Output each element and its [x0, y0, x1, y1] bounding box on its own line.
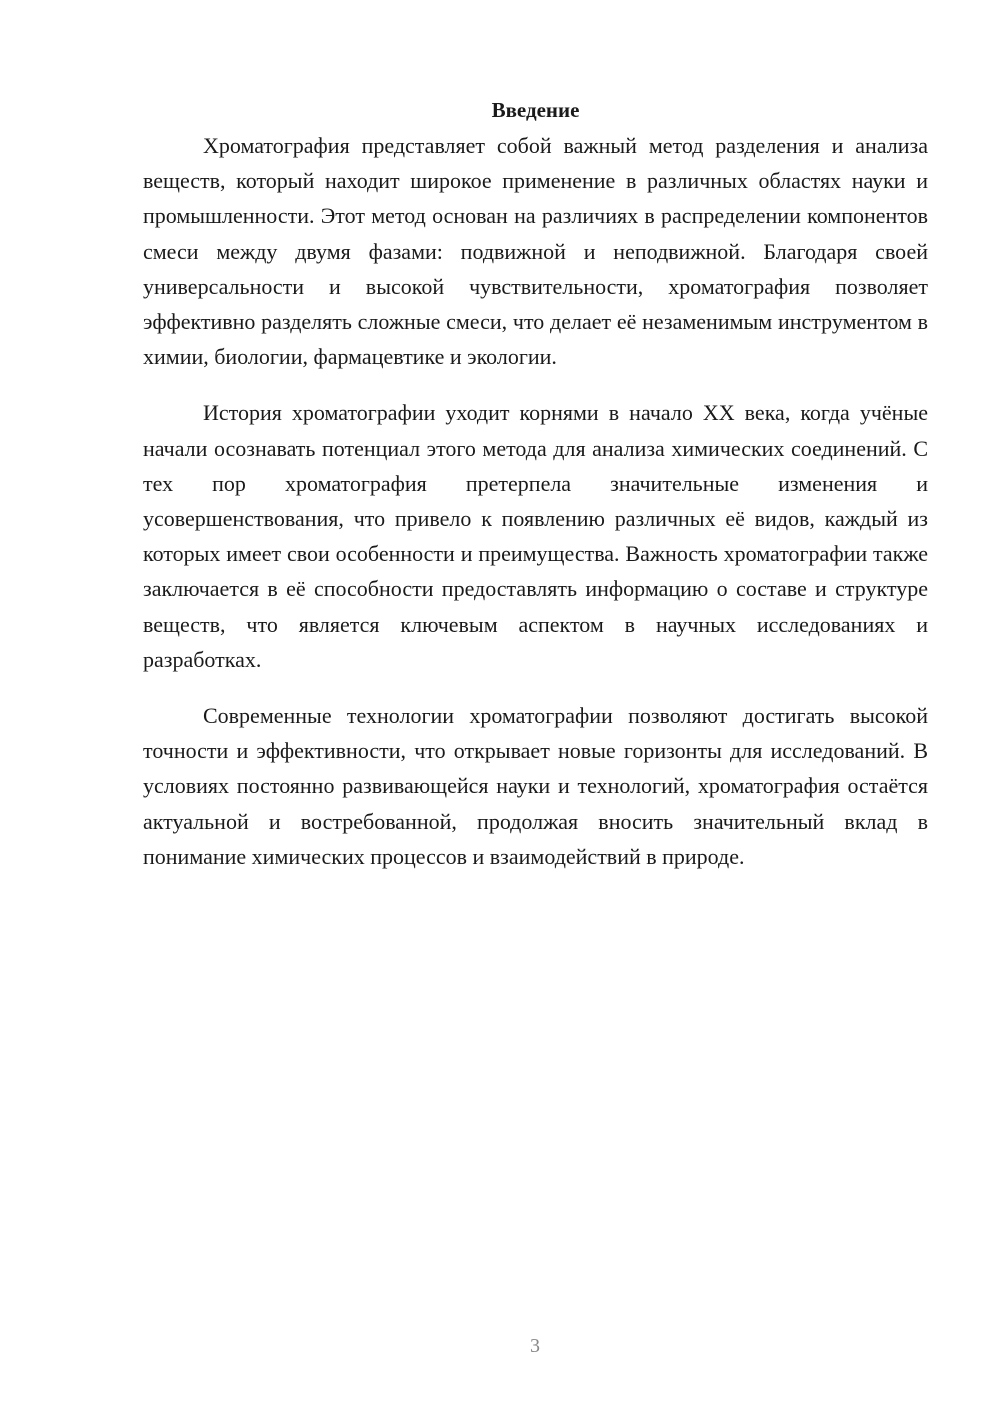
- page-content: [143, 93, 928, 895]
- section-title: Введение: [491, 98, 580, 122]
- paragraph-3: Современные технологии хроматографии позволяют достигать высокой точности и эффективности, что открывает новые горизонты для исследований. В условиях постоянно развивающейся науки и технологий, хроматография остаётся актуальной и востребованной, продолжая вносить значительный вклад в понимание химических процессов и взаимодействий в природе.: [143, 703, 928, 869]
- paragraph-2: История хроматографии уходит корнями в начало XX века, когда учёные начали осознавать потенциал этого метода для анализа химических соединений. С тех пор хроматография претерпела значительные изменения и усовершенствования, что привело к появлению различных её видов, каждый из которых имеет свои особенности и преимущества. Важность хроматографии также заключается в её способности предоставлять информацию о составе и структуре веществ, что является ключевым аспектом в научных исследованиях и разработках.: [143, 400, 928, 672]
- paragraph-1: Хроматография представляет собой важный метод разделения и анализа веществ, который находит широкое применение в различных областях науки и промышленности. Этот метод основан на различиях в распределении компонентов смеси между двумя фазами: подвижной и неподвижной. Благодаря своей универсальности и высокой чувствительности, хроматография позволяет эффективно разделять сложные смеси, что делает её незаменимым инструментом в химии, биологии, фармацевтике и экологии.: [143, 133, 928, 370]
- page-number: 3: [530, 1335, 540, 1357]
